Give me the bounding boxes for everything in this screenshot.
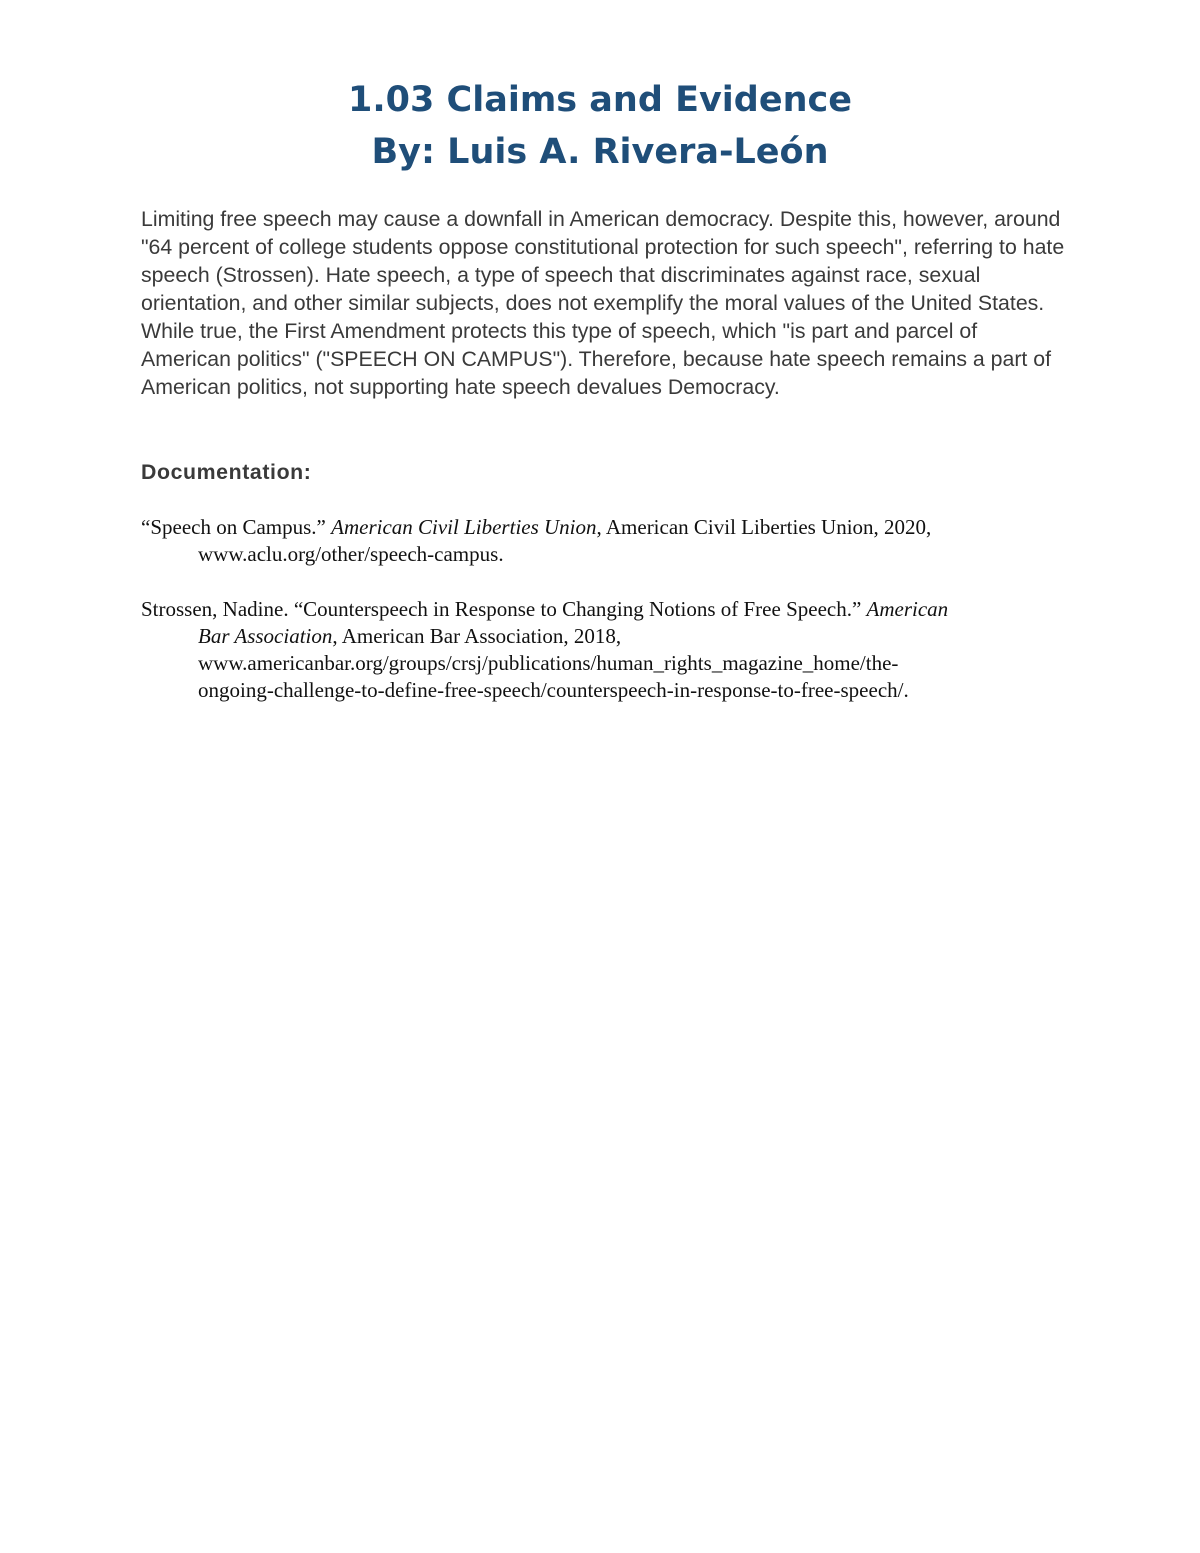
citation-line <box>141 596 1056 623</box>
citation-source-title: American <box>866 597 949 621</box>
author-byline: By: Luis A. Rivera-León <box>371 132 829 172</box>
citation-text: Strossen, Nadine. “Counterspeech in Response to Changing Notions of Free Speech.” <box>141 597 867 621</box>
citation-source-title: American Civil Liberties Union <box>331 515 597 539</box>
citation-line <box>141 623 1056 650</box>
citation-url: www.americanbar.org/groups/crsj/publications/human_rights_magazine_home/the- <box>198 651 899 675</box>
citation-text: , American Bar Association, 2018, <box>332 624 622 648</box>
citation-line <box>141 514 1056 541</box>
documentation-heading: Documentation: <box>141 460 312 484</box>
citation-strossen <box>141 596 1056 704</box>
citation-url: ongoing-challenge-to-define-free-speech/counterspeech-in-response-to-free-speech/. <box>198 678 909 702</box>
document-title: 1.03 Claims and Evidence <box>347 80 852 120</box>
citation-text: , American Civil Liberties Union, 2020, <box>596 515 932 539</box>
citation-url: www.aclu.org/other/speech-campus. <box>198 542 504 566</box>
document-title-block <box>0 74 1200 178</box>
body-paragraph: Limiting free speech may cause a downfall in American democracy. Despite this, however, around "64 percent of college students oppose constitutional protection for such speech", referring to hate speech (Strossen). Hate speech, a type of speech that discriminates against race, sexual orientation, and other similar subjects, does not exemplify the moral values of the United States. While true, the First Amendment protects this type of speech, which "is part and parcel of American politics" ("SPEECH ON CAMPUS"). Therefore, because hate speech remains a part of American politics, not supporting hate speech devalues Democracy. <box>141 207 1065 399</box>
citation-aclu <box>141 514 1056 568</box>
citation-source-title: Bar Association <box>198 624 333 648</box>
citation-text: “Speech on Campus.” <box>141 515 332 539</box>
